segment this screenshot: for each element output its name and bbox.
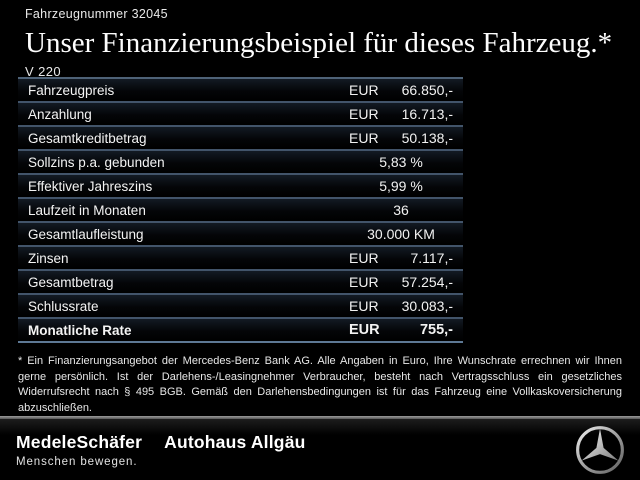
currency-label: EUR bbox=[349, 274, 379, 290]
row-value-area bbox=[345, 226, 463, 242]
row-label: Anzahlung bbox=[28, 106, 92, 122]
row-label: Gesamtbetrag bbox=[28, 274, 114, 290]
row-value-area bbox=[345, 130, 463, 146]
table-row bbox=[18, 79, 463, 103]
row-value-area bbox=[345, 154, 463, 170]
vehicle-number: Fahrzeugnummer 32045 bbox=[25, 7, 168, 21]
row-label: Effektiver Jahreszins bbox=[28, 178, 153, 194]
finance-table bbox=[18, 77, 463, 343]
row-label: Schlussrate bbox=[28, 298, 99, 314]
row-value: 50.138,- bbox=[401, 130, 453, 146]
row-label: Monatliche Rate bbox=[28, 322, 132, 338]
row-value-area bbox=[345, 178, 463, 194]
dealer-slogan: Menschen bewegen. bbox=[16, 455, 138, 468]
row-value: 755,- bbox=[419, 322, 453, 338]
header bbox=[0, 0, 640, 77]
row-label: Fahrzeugpreis bbox=[28, 82, 115, 98]
page-title: Unser Finanzierungsbeispiel für dieses Fahrzeug.* bbox=[25, 27, 613, 59]
table-row bbox=[18, 103, 463, 127]
row-value: 5,99 % bbox=[379, 178, 423, 194]
table-row bbox=[18, 151, 463, 175]
currency-label: EUR bbox=[349, 130, 379, 146]
dealer-block bbox=[0, 432, 306, 468]
table-row bbox=[18, 295, 463, 319]
dealer-logo-autohaus-allgaeu: Autohaus Allgäu bbox=[164, 431, 306, 452]
table-row bbox=[18, 223, 463, 247]
row-value-area bbox=[345, 202, 463, 218]
row-value: 36 bbox=[393, 202, 409, 218]
table-row bbox=[18, 199, 463, 223]
table-row bbox=[18, 175, 463, 199]
row-value: 57.254,- bbox=[401, 274, 453, 290]
currency-label: EUR bbox=[349, 82, 379, 98]
row-value-area bbox=[345, 250, 463, 266]
currency-label: EUR bbox=[349, 250, 379, 266]
dealer-brands bbox=[16, 432, 306, 453]
row-value: 16.713,- bbox=[401, 106, 453, 122]
row-value-area bbox=[345, 82, 463, 98]
table-row bbox=[18, 319, 463, 343]
row-value: 66.850,- bbox=[401, 82, 453, 98]
row-value-area bbox=[345, 274, 463, 290]
dealer-logo-medeleschaefer: MedeleSchäfer bbox=[16, 431, 143, 452]
row-value: 30.083,- bbox=[401, 298, 453, 314]
currency-label: EUR bbox=[349, 298, 379, 314]
currency-label: EUR bbox=[349, 322, 380, 338]
currency-label: EUR bbox=[349, 106, 379, 122]
row-label: Sollzins p.a. gebunden bbox=[28, 154, 165, 170]
footer bbox=[0, 419, 640, 480]
row-value: 7.117,- bbox=[410, 250, 453, 266]
row-value: 5,83 % bbox=[379, 154, 423, 170]
disclaimer-text: * Ein Finanzierungsangebot der Mercedes-Benz Bank AG. Alle Angaben in Euro, Ihre Wunschrate errechnen wir Ihnen gerne persönlich. Ist der Darlehens-/Leasingnehmer Verbraucher, besteht nach Vertragsschluss ein gesetzliches Widerrufsrecht nach § 495 BGB. Gemäß den Darlehensbedingungen ist für das Fahrzeug eine Vollkaskoversicherung abzuschließen. bbox=[18, 355, 622, 414]
row-label: Gesamtlaufleistung bbox=[28, 226, 144, 242]
model-name: V 220 bbox=[25, 64, 61, 79]
mercedes-star-icon bbox=[574, 424, 626, 476]
row-value-area bbox=[345, 106, 463, 122]
row-label: Zinsen bbox=[28, 250, 69, 266]
table-row bbox=[18, 271, 463, 295]
table-row bbox=[18, 127, 463, 151]
row-value-area bbox=[345, 322, 463, 338]
row-value: 30.000 KM bbox=[367, 226, 435, 242]
table-row bbox=[18, 247, 463, 271]
row-label: Laufzeit in Monaten bbox=[28, 202, 146, 218]
row-label: Gesamtkreditbetrag bbox=[28, 130, 147, 146]
row-value-area bbox=[345, 298, 463, 314]
